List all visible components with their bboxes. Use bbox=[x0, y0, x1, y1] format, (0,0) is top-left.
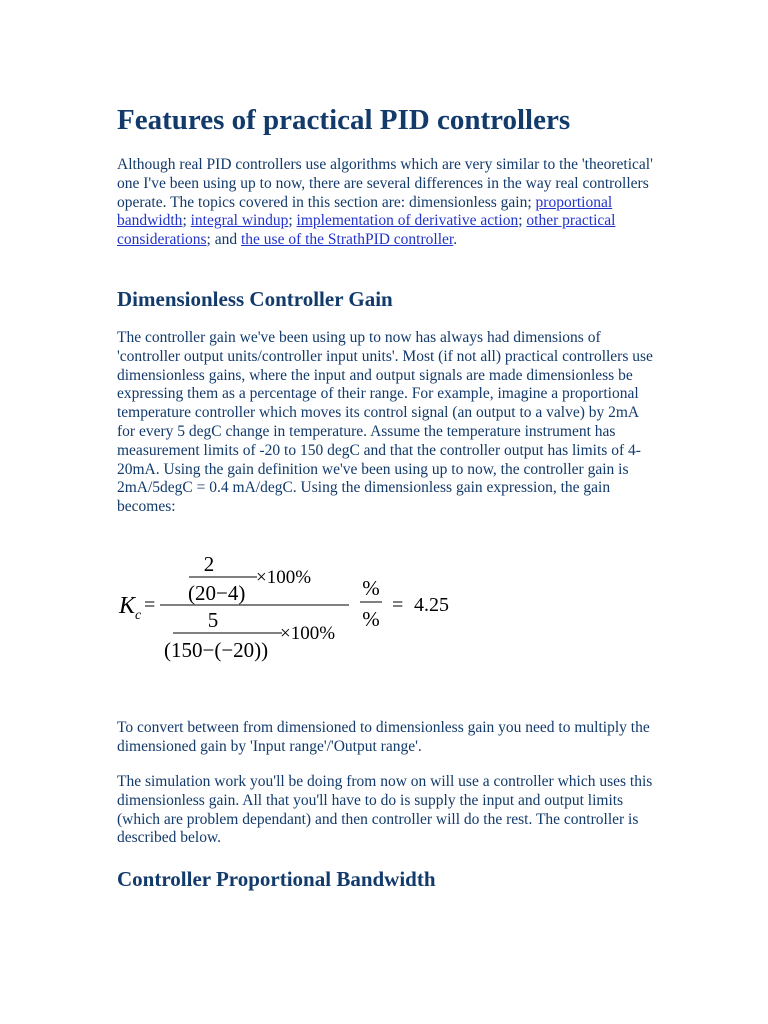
section-heading-proportional-bandwidth: Controller Proportional Bandwidth bbox=[117, 867, 436, 891]
separator: ; bbox=[182, 212, 191, 230]
separator: . bbox=[453, 231, 458, 249]
eq-result-equals: = bbox=[392, 594, 404, 616]
separator: ; bbox=[518, 212, 527, 230]
section-heading-dimensionless-gain: Dimensionless Controller Gain bbox=[117, 287, 393, 311]
intro-paragraph bbox=[117, 156, 657, 250]
page-title: Features of practical PID controllers bbox=[117, 104, 571, 136]
simulation-paragraph: The simulation work you'll be doing from now on will use a controller which uses this dimensionless gain. All that you'll have to do is supply the input and output limits (which are problem dependant) and then controller will do the rest. The controller is described below. bbox=[117, 773, 653, 847]
gain-equation bbox=[117, 545, 477, 665]
link-derivative-action[interactable]: implementation of derivative action bbox=[296, 212, 519, 230]
link-other-considerations[interactable]: other practical considerations bbox=[117, 212, 616, 249]
eq-lhs-symbol: K bbox=[119, 593, 136, 619]
separator: ; and bbox=[206, 231, 241, 249]
eq-lhs-equals: = bbox=[144, 594, 156, 616]
link-integral-windup[interactable]: integral windup bbox=[190, 212, 289, 230]
eq-result: 4.25 bbox=[414, 594, 449, 616]
conversion-paragraph: To convert between from dimensioned to dimensionless gain you need to multiply the dimensioned gain by 'Input range'/'Output range'. bbox=[117, 719, 650, 755]
dimensionless-gain-paragraph: The controller gain we've been using up to now has always had dimensions of 'controller output units/controller input units'. Most (if not all) practical controllers use dimensionless gains, where the input and output signals are made dimensionless be expressing them as a percentage of their range. For example, imagine a proportional temperature controller which moves its control signal (an output to a valve) by 2mA for every 5 degC change in temperature. Assume the temperature instrument has measurement limits of -20 to 150 degC and that the controller output has limits of 4-20mA. Using the gain definition we've been using up to now, the controller gain is 2mA/5degC = 0.4 mA/degC. Using the dimensionless gain expression, the gain becomes: bbox=[117, 329, 653, 516]
link-strathpid[interactable]: the use of the StrathPID controller bbox=[240, 231, 454, 249]
eq-unit-top: % bbox=[362, 576, 380, 600]
eq-den-numerator: 5 bbox=[207, 608, 219, 632]
eq-lhs-subscript: c bbox=[135, 608, 142, 623]
separator: ; bbox=[288, 212, 297, 230]
intro-text: Although real PID controllers use algorithms which are very similar to the 'theoretical' one I've been using up to now, there are several differences in the way real controllers operate. The topics covered in this section are: dimensionless gain; bbox=[117, 156, 653, 211]
eq-den-factor: ×100% bbox=[280, 623, 336, 644]
eq-den-denominator: (150−(−20)) bbox=[164, 638, 269, 662]
eq-num-denominator: (20−4) bbox=[188, 581, 246, 605]
link-proportional-bandwidth[interactable]: proportional bandwidth bbox=[117, 193, 613, 230]
eq-num-factor: ×100% bbox=[256, 567, 312, 588]
eq-unit-bottom: % bbox=[362, 607, 380, 631]
eq-num-numerator: 2 bbox=[203, 552, 215, 576]
